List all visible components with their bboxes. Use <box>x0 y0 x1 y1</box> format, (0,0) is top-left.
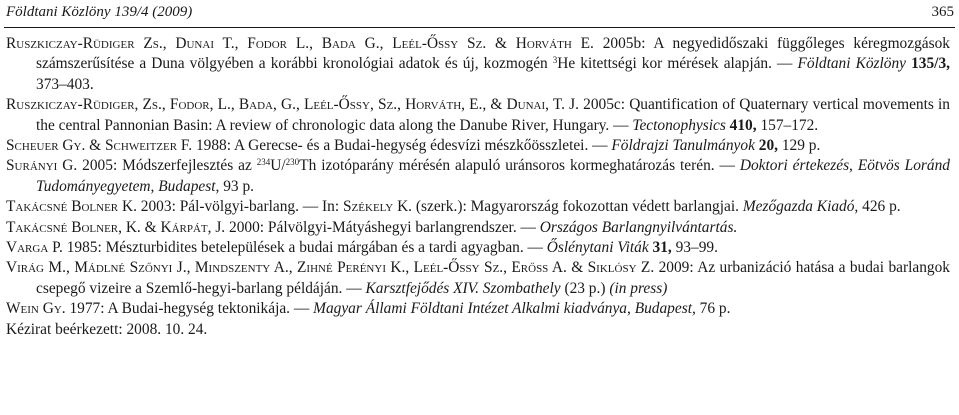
reference-list <box>6 34 950 340</box>
reference-authors: Scheuer Gy. & Schweitzer F. <box>6 137 193 155</box>
reference-journal: Őslénytani Viták <box>546 239 649 257</box>
reference-journal: Magyar Állami Földtani Intézet Alkalmi kiadványa, Budapest, <box>313 300 696 318</box>
reference-volume: 135/3, <box>906 55 950 73</box>
reference-item <box>6 218 950 238</box>
dash: — <box>588 137 612 155</box>
reference-title: 2005c: Quantification of Quaternary vertical movements in the central Pannonian Basin: A review of chronologic data along the Danube River, Hungary. <box>36 96 950 134</box>
dash: — <box>298 198 323 216</box>
book-title: Magyarország fokozottan védett barlangjai. <box>466 198 739 216</box>
reference-pages: (23 p.) <box>560 279 606 297</box>
reference-title: 2005: Módszerfejlesztés az <box>77 157 257 175</box>
dash: — <box>342 279 366 297</box>
page-number: 365 <box>931 4 954 20</box>
reference-item <box>6 95 950 136</box>
reference-pages: 426 p. <box>858 198 901 216</box>
editor-note: (szerk.): <box>415 198 467 216</box>
page-header <box>0 0 959 32</box>
reference-journal: Doktori értekezés, Eötvös Loránd Tudományegyetem, Budapest, <box>36 157 950 195</box>
reference-item <box>6 197 950 217</box>
dash: — <box>290 300 314 318</box>
reference-title: 1977: A Budai-hegység tektonikája. <box>65 300 291 318</box>
reference-title-end: Th izotóparány mérésén alapuló uránsoros kormeghatározás terén. <box>299 157 715 175</box>
dash: — <box>771 55 798 73</box>
reference-authors: Surányi G. <box>6 157 78 175</box>
reference-note: (in press) <box>605 279 668 297</box>
reference-journal: Tectonophysics <box>632 116 726 134</box>
reference-pages: 76 p. <box>695 300 731 318</box>
reference-item <box>6 258 950 299</box>
reference-title-end: He kitettségi kor mérések alapján. <box>557 55 772 73</box>
dash: — <box>714 157 740 175</box>
superscript: 230 <box>285 157 300 168</box>
reference-title: 1988: A Gerecse- és a Budai-hegység édesvízi mészkőösszletei. <box>192 137 589 155</box>
superscript: 234 <box>256 157 271 168</box>
reference-volume: 410, <box>725 116 757 134</box>
reference-authors: Wein Gy. <box>6 300 66 318</box>
reference-authors: Virág M., Mádlné Szőnyi J., Mindszenty A., Zihné Perényi K., Leél-Őssy Sz., Erőss A. & Siklósy Z. <box>6 259 655 277</box>
reference-title: 1985: Mészturbidites betelepülések a budai márgában és a tardi agyagban. <box>62 239 524 257</box>
reference-title: 2003: Pál-völgyi-barlang. <box>136 198 299 216</box>
reference-pages: 129 p. <box>778 137 821 155</box>
journal-title: Földtani Közlöny 139/4 (2009) <box>6 4 193 20</box>
dash: — <box>609 116 633 134</box>
reference-authors: Ruszkiczay-Rüdiger Zs., Dunai T., Fodor L., Bada G., Leél-Őssy Sz. & Horváth E. <box>6 35 594 52</box>
isotope-text: U/ <box>270 157 286 175</box>
reference-volume: 20, <box>754 137 779 155</box>
reference-journal: Országos Barlangnyilvántartás. <box>539 218 738 236</box>
in-label: In: <box>322 198 340 216</box>
reference-title: 2009: Az urbanizáció hatása a budai barlangok csepegő vizeire a Szemlő-hegyi-barlang példáján. <box>36 259 950 297</box>
reference-journal: Karsztfejődés XIV. Szombathely <box>365 279 561 297</box>
reference-item <box>6 156 950 197</box>
reference-item <box>6 238 950 258</box>
reference-authors: Takácsné Bolner K. <box>6 198 137 216</box>
reference-pages: 157–172. <box>756 116 819 134</box>
header-rule <box>4 27 955 28</box>
reference-item <box>6 34 950 95</box>
reference-publisher: Mezőgazda Kiadó, <box>739 198 859 216</box>
superscript: 3 <box>552 55 558 66</box>
reference-pages: 93 p. <box>219 177 255 195</box>
reference-authors: Takácsné Bolner, K. & Kárpát, J. <box>6 218 226 236</box>
dash: — <box>516 218 540 236</box>
reference-pages: 93–99. <box>671 239 718 257</box>
received-date: Kézirat beérkezett: 2008. 10. 24. <box>6 320 208 338</box>
reference-item <box>6 136 950 156</box>
reference-pages: 373–403. <box>36 75 94 93</box>
reference-authors: Ruszkiczay-Rüdiger, Zs., Fodor, L., Bada, G., Leél-Őssy, Sz., Horváth, E., & Dunai, T. J. <box>6 96 579 114</box>
reference-editor: Székely K. <box>343 198 413 216</box>
reference-journal: Földrajzi Tanulmányok <box>611 137 755 155</box>
reference-title: 2005b: A negyedidőszaki függőleges kéregmozgások számszerűsítése a Duna völgyében a korábbi kronológiai adatok és új, kozmogén <box>36 35 950 73</box>
reference-journal: Földtani Közlöny <box>797 55 907 73</box>
reference-volume: 31, <box>648 239 672 257</box>
reference-item <box>6 299 950 319</box>
dash: — <box>523 239 547 257</box>
reference-authors: Varga P. <box>6 239 63 257</box>
reference-title: 2000: Pálvölgyi-Mátyáshegyi barlangrendszer. <box>225 218 517 236</box>
